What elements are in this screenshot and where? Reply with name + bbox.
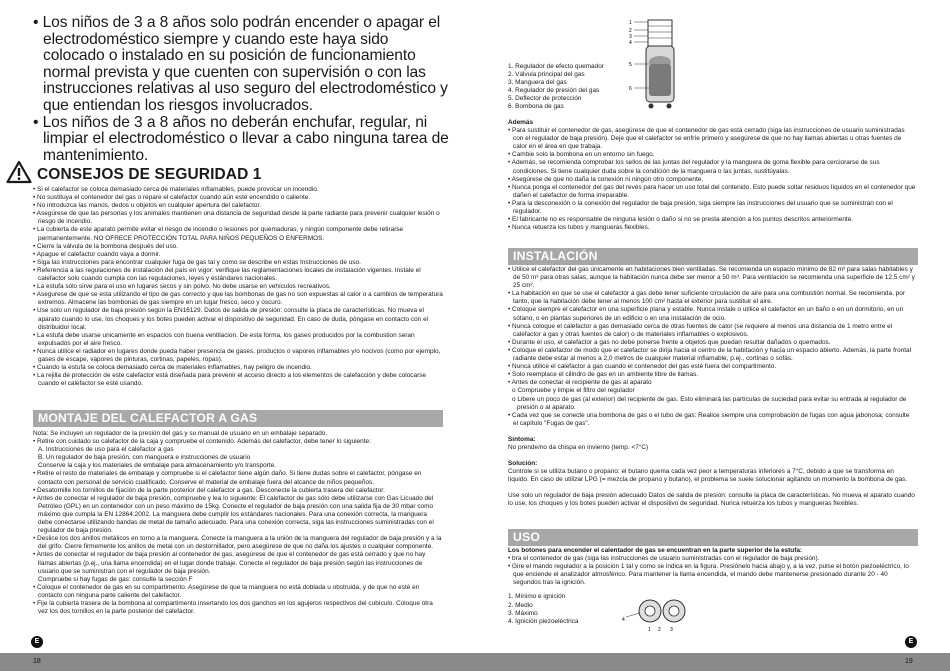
list-item: • La habitación en que se use el calefactor a gas debe tener suficiente circulación de aire para una combustión normal. Se recomienda, por tanto, que la habitación debe tener al menos 100 cm² hasta el exterior para sustituir el aire. xyxy=(508,290,905,306)
list-item: • La cubierta de este aparato permite evitar el riesgo de incendio o lesiones por quemaduras, y ningún componente debe retirarse permanentemente. NO OFRECE PROTECCIÓN TOTAL PARA NIÑOS PEQUEÑOS O ENFERMOS. xyxy=(33,226,404,242)
list-item: • Nunca coloque el calefactor a gas demasiado cerca de otras fuentes de calor (se requiere al menos una distancia de 1 metro entre el calefactor a gas y otras fuentes de calor) o de materiales inflamables o explosivos. xyxy=(508,322,893,338)
list-item: • El fabricante no es responsable de ninguna lesión o daño si no se presta atención a los puntos descritos anteriormente. xyxy=(508,216,854,224)
solucion-text: Controle si se utiliza butano o propano: el butano quema cada vez peor a temperaturas inferiores a 7°C, debido a que se transforma en líquido. En caso de utilizar LPG (= mezcla de propano y butano), el problema se suele solucionar agitando un momento la bombona de gas. xyxy=(508,468,908,484)
list-item: • Antes de conectar el regulador de baja presión al contenedor de gas, asegúrese de que el contenedor de gas está cerrado y que no hay llamas abiertas (p.ej., una llama encendida) en el lugar donde trabaje. Conecte el regulador de baja presión según las instrucciones de usuario que se suministran con el regulador de baja presión. xyxy=(33,551,426,575)
list-item: • Apague el calefactor cuando vaya a dormir. xyxy=(33,250,161,258)
figure-number: 4 xyxy=(629,40,632,46)
legend-item: 3. Manguera del gas xyxy=(508,79,567,87)
figure-number: 6 xyxy=(629,86,632,92)
knob-diagram xyxy=(622,595,692,635)
list-item: • Referencia a las regulaciones de instalación del país en vigor: verifique las reglamentaciones locales de instalación vigentes. Instale el calefactor solo cuando cumpla con las regulaciones, leyes y estándares nacionales. xyxy=(33,266,421,283)
intro-paragraph: • Los niños de 3 a 8 años no deberán enchufar, regular, ni limpiar el electrodoméstico o llevar a cabo ninguna tarea de mantenimiento. xyxy=(33,113,449,164)
list-item: • No sustituya el contenedor del gas o repare el calefactor cuando aún esté encendido o caliente. xyxy=(33,194,311,202)
list-item: A. Instrucciones de uso para el calefactor a gas xyxy=(38,446,174,454)
figure-number: 3 xyxy=(629,34,632,40)
list-item: B. Un regulador de baja presión, con manguera e instrucciones de usuario xyxy=(38,454,251,462)
list-item: Nota: Se incluyen un regulador de la presión del gas y su manual de usuario en un embalaje separado. xyxy=(33,430,328,437)
list-item: • bra el contenedor de gas (siga las instrucciones de usuario suministradas con el regulador de baja presión). xyxy=(508,555,820,563)
list-item: • Coloque el contenedor de gas en su compartimento. Asegúrese de que la manguera no está doblada u obstruida, y de que no esté en contacto con ninguna parte caliente del calefactor. xyxy=(33,583,420,599)
list-item: • Cambie solo la bombona en un entorno sin fuego. xyxy=(508,151,655,159)
list-item: • Fije la cubierta trasera de la bombona al compartimento insertando los dos ganchos en los agujeros respectivos del cubículo. Coloque otra vez los dos tornillos en la parte posterior del calefactor. xyxy=(33,599,433,616)
list-item: • Cuando la estufa se coloca demasiado cerca de materiales inflamables, hay peligro de incendio. xyxy=(33,364,312,372)
list-item: • Antes de conectar el regulador de baja presión, compruebe y lea lo siguiente: El calefactor de gas sólo debe utilizarse con Gas Licuado del Petróleo (GPL) en un contenedor con un peso máximo de 15kg. Conecte el regulador de baja presión con una salida fija de 30 mbar como máximo que cumpla la EN 12864:2002. La manguera debe cumplir los estándares nacionales. Para una conexión correcta, la manguera debe conectarse utilizando bandas de metal de tamaño adecuado. Para una conexión correcta, siga las instrucciones suministradas con el regulador de baja presión. xyxy=(33,494,434,535)
list-item: • Asegúrese de que no daña la conexión ni ningún otro componente. xyxy=(508,175,704,183)
list-item: • Nunca utilice el calefactor a gas cuando el contenedor del gas esté fuera del compartimento. xyxy=(508,363,777,371)
page-number-right: 19 xyxy=(905,658,913,665)
list-item: • La rejilla de protección de este calefactor está diseñada para prevenir el acceso directo a los elementos de calefacción y debe colocarse cuando el calefactor se esté usando. xyxy=(33,372,427,388)
list-item: • Cada vez que se conecte una bombona de gas o el tubo de gas: Realice siempre una comprobación de fugas con agua jabonosa; consulte el capítulo "Fugas de gas". xyxy=(508,411,910,427)
list-item: • Durante el uso, el calefactor a gas no debe ponerse frente a objetos que puedan resultar dañados o quemados. xyxy=(508,338,831,346)
solucion-title: Solución: xyxy=(508,460,538,468)
list-item: • Utilice el calefactor del gas únicamente en habitaciones bien ventiladas. Se recomienda un espacio mínimo de 82 m³ para salas habitables y de 50 m³ para otras salas, aunque la habitación nunca debe ser menor a 50 m³. Para ventilación se recomienda una superficie de 12,5 cm² y 25 cm². xyxy=(508,266,915,290)
ademas-title: Además xyxy=(508,119,534,126)
intro-paragraph: • Los niños de 3 a 8 años solo podrán encender o apagar el electrodoméstico siempre y cuando este haya sido colocado o instalado en su posición de funcionamiento normal prevista y que cuenten con supervisión o con las instrucciones relativas al uso seguro del electrodoméstico y que entiendan los riesgos involucrados. xyxy=(33,14,448,114)
list-item: Conserve la caja y los materiales de embalaje para almacenamiento y/o transporte. xyxy=(38,462,276,470)
legend-item: 2. Válvula principal del gas xyxy=(508,71,585,79)
list-item: • Siga las instrucciones para encontrar cualquier fuga de gas tal y como se describe en estas Instrucciones de uso. xyxy=(33,258,361,266)
closing-text: Use solo un regulador de baja presión adecuado Datos de salida de presión: consulte la placa de características. No mueva el aparato cuando lo use, los choques y los botes pueden activar el dispositivo de seguridad. Nunca retuerza los tubos y mangueras flexibles. xyxy=(508,492,915,508)
knob-label: 2 xyxy=(658,627,661,633)
ademas-section xyxy=(508,119,916,232)
legend-item: 1. Regulador de efecto quemador xyxy=(508,63,604,70)
instalacion-list xyxy=(508,266,916,509)
list-item: • Nunca retuerza los tubos y mangueras flexibles. xyxy=(508,224,650,232)
sintoma-title: Síntoma: xyxy=(508,435,536,443)
list-item: • La estufa sólo sirve para el uso en lugares secos y sin polvo. No debe usarse en vehículos recreativos. xyxy=(33,283,331,291)
position-item: 1. Mínimo e ignición xyxy=(508,593,566,601)
list-item: • Gire el mando regulador a la posición 1 tal y como se indica en la figura. Presiónelo hacia abajo y, a la vez, pulse el botón piezoeléctrico, lo que enciende el analizador atmosférico. Para mantener la llama encendida, el mando debe mantenerse presionado durante 20 - 40 segundos tras la ignición. xyxy=(508,563,909,587)
list-item: o Libere un poco de gas (al exterior) del recipiente de gas. Esto eliminará las partículas de suciedad para evitar su entrada al regulador de presión o al aparato. xyxy=(512,395,907,411)
list-item: • Para la desconexión o la conexión del regulador de baja presión, siga siempre las instrucciones del usuario que se suministran con el regulador. xyxy=(508,199,893,216)
page-number-left: 18 xyxy=(33,658,41,665)
list-item: • Si el calefactor se coloca demasiado cerca de materiales inflamables, puede provocar un incendio. xyxy=(33,186,319,193)
list-item: • Coloque el calefactor de modo que el calefactor se dirija hacia el centro de la habitación y hacia un espacio abierto. Además, la parte frontal radiante debe estar al menos a 2,0 metros de cualquier material inflamable, p.ej., cortinas o sofás. xyxy=(508,346,912,363)
list-item: • Cierre la válvula de la bombona después del uso. xyxy=(33,242,179,250)
list-item: • Retire con cuidado su calefactor de la caja y compruebe el contenido. Además del calefactor, debe tener lo siguiente: xyxy=(33,438,371,446)
montaje-list xyxy=(33,430,443,616)
list-item: • Nunca ponga el contenedor del gas del revés para hacer un uso total del contenido. Esto puede soltar residuos líquidos en el contenedor que dañen el calefactor de forma irreparable. xyxy=(508,183,916,199)
list-item: • Use solo un regulador de baja presión según la EN16129. Datos de salida de presión: consulte la placa de características. No mueva el aparato cuando lo use, los choques y los botes pueden activar el dispositivo de seguridad. En caso de duda, póngase en contacto con el distribuidor local. xyxy=(33,307,429,331)
uso-header: USO xyxy=(508,529,918,546)
list-item: • Deslice los dos anillos metálicos en torno a la manguera. Conecte la manguera a la unión de la manguera del regulador de baja presión y a la del grifo. Cierre firmemente los anillos de metal con un destornillador, pero asegúrese de que no daña los ajustes o cualquier componente. xyxy=(33,535,442,551)
list-item: • La estufa debe usarse unicamente en espacios con buena ventilacion. De esta forma, los gases producidos por la combustion seran expulsados por el aire fresco. xyxy=(33,331,415,347)
montaje-header: MONTAJE DEL CALEFACTOR A GAS xyxy=(33,410,443,427)
position-item: 3. Máximo xyxy=(508,609,538,617)
legend-item: 6. Bombona de gas xyxy=(508,103,564,111)
warning-triangle-icon xyxy=(6,160,32,184)
knob-label: 1 xyxy=(648,627,651,633)
list-item: Compruebe si hay fugas de gas: consulte la sección F xyxy=(38,575,193,583)
knob-label: 4 xyxy=(622,617,625,623)
intro-block xyxy=(33,15,453,164)
figure-number: 1 xyxy=(629,20,632,26)
language-badge: E xyxy=(905,636,917,648)
uso-section xyxy=(508,547,916,626)
list-item: • Antes de conectar el recipiente de gas al aparato xyxy=(508,379,652,387)
position-item: 4. Ignición piezoeléctrica xyxy=(508,617,579,625)
safety-list xyxy=(33,186,443,388)
safety-title: CONSEJOS DE SEGURIDAD 1 xyxy=(37,166,262,183)
instalacion-header: INSTALACIÓN xyxy=(508,248,918,265)
sintoma-text: No prende/no da chispa en invierno (temp. <7°C) xyxy=(508,443,649,451)
list-item: • Para sustituir el contenedor de gas, asegúrese de que el contenedor de gas está cerrado (siga las instrucciones de usuario suministradas con el regulador de baja presión). Deje que el calefactor se enfríe primero y asegúrese de que no hay llamas abiertas u otras fuentes de calor en el área en que trabaja. xyxy=(508,127,905,151)
list-item: • Coloque siempre el calefactor en una superficie plana y estable. Nunca instale o utilice el calefactor en un baño o en un dormitorio, en un sótano, o en plantas superiores de un edificio o en una instalación de ocio. xyxy=(508,306,904,322)
list-item: o Compruebe y limpie el filtro del regulador xyxy=(512,387,635,395)
list-item: • Solo reemplace el cilindro de gas en un ambiente libre de llamas. xyxy=(508,371,699,379)
figure-number: 5 xyxy=(629,62,632,68)
list-item: • Retire el resto de materiales de embalaje y compruebe si el calefactor tiene algún daño. Si tiene dudas sobre el calefactor, póngase en contacto con personal de servicio cualificado. Conserve el material de embalaje fuera del alcance de niños pequeños. xyxy=(33,470,422,486)
legend-item: 5. Deflector de protección xyxy=(508,95,582,103)
list-item: • No introduzca las manos, dedos u objetos en cualquier apertura del calefactor. xyxy=(33,202,262,210)
heater-illustration xyxy=(624,18,684,110)
uso-lead: Los botones para encender el calentador de gas se encuentran en la parte superior de la estufa: xyxy=(508,547,803,554)
footer-bar xyxy=(0,653,950,671)
list-item: • Además, se recomienda comprobar los sellos de las juntas del regulador y la manguera de goma flexible para cerciorarse de sus condiciones. Si tiene cualquier duda sobre la condición de la manguera o las juntas, sustitúyalas. xyxy=(508,159,880,175)
knob-label: 3 xyxy=(670,627,673,633)
list-item: • Nunca utilice el radiador en lugares donde pueda haber presencia de gases, productos o vapores inflamables y/o nocivos (como por ejemplo, gases de escape, vapores de pinturas, cortinas, papeles, ropas). xyxy=(33,347,441,363)
legend-item: 4. Regulador de presión del gas xyxy=(508,87,600,95)
figure-legend xyxy=(508,63,628,112)
language-badge: E xyxy=(31,636,43,648)
list-item: • Desatornille los tornillos de fijación de la parte posterior del calefactor a gas. Desconecte la cubierta trasera del calefactor. xyxy=(33,486,385,494)
safety-heading xyxy=(6,160,446,184)
figure-number: 2 xyxy=(629,28,632,34)
position-item: 2. Medio xyxy=(508,601,533,609)
list-item: • Asegúrese de que las personas y los animales mantienen una distancia de seguridad desde la parte radiante para prevenir cualquier lesión o riesgo de incendio. xyxy=(33,210,440,226)
list-item: • Asegurese de que se esta utilizando el tipo de gas correcto y que las bombonas de gas no son expuestas al calor o a cambios de temperatura extremos. Almacene las bombonas de gas siempre en un lugar fresco, seco y oscuro. xyxy=(33,291,443,307)
